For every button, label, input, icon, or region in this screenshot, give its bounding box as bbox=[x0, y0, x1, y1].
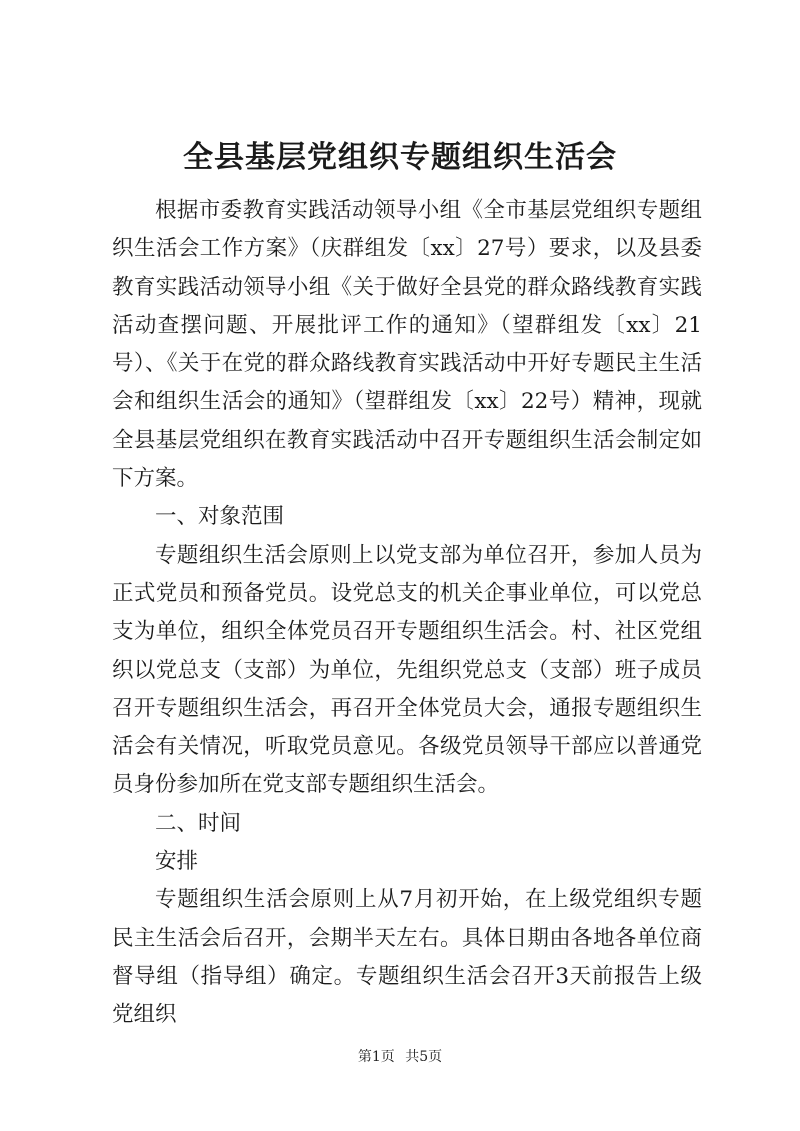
section-heading-time: 二、时间 bbox=[155, 810, 242, 836]
page-footer bbox=[0, 1047, 800, 1067]
document-title: 全县基层党组织专题组织生活会 bbox=[183, 140, 617, 175]
page-number: 第1页 bbox=[357, 1049, 395, 1065]
page-total: 共5页 bbox=[405, 1049, 443, 1065]
section-subheading-arrangement: 安排 bbox=[155, 849, 199, 875]
section-heading-scope: 一、对象范围 bbox=[155, 504, 285, 530]
paragraph-time: 专题组织生活会原则上从7月初开始，在上级党组织专题民主生活会后召开，会期半天左右。具体日期由各地各单位商督导组（指导组）确定。专题组织生活会召开3天前报告上级党组织 bbox=[112, 887, 702, 1028]
paragraph-intro: 根据市委教育实践活动领导小组《全市基层党组织专题组织生活会工作方案》（庆群组发〔xx〕27号）要求，以及县委教育实践活动领导小组《关于做好全县党的群众路线教育实践活动查摆问题、开展批评工作的通知》（望群组发〔xx〕21号）、《关于在党的群众路线教育实践活动中开好专题民主生活会和组织生活会的通知》（望群组发〔xx〕22号）精神，现就全县基层党组织在教育实践活动中召开专题组织生活会制定如下方案。 bbox=[112, 198, 702, 492]
paragraph-scope: 专题组织生活会原则上以党支部为单位召开，参加人员为正式党员和预备党员。设党总支的机关企事业单位，可以党总支为单位，组织全体党员召开专题组织生活会。村、社区党组织以党总支（支部）为单位，先组织党总支（支部）班子成员召开专题组织生活会，再召开全体党员大会，通报专题组织生活会有关情况，听取党员意见。各级党员领导干部应以普通党员身份参加所在党支部专题组织生活会。 bbox=[112, 542, 702, 798]
document-body bbox=[112, 192, 702, 1035]
